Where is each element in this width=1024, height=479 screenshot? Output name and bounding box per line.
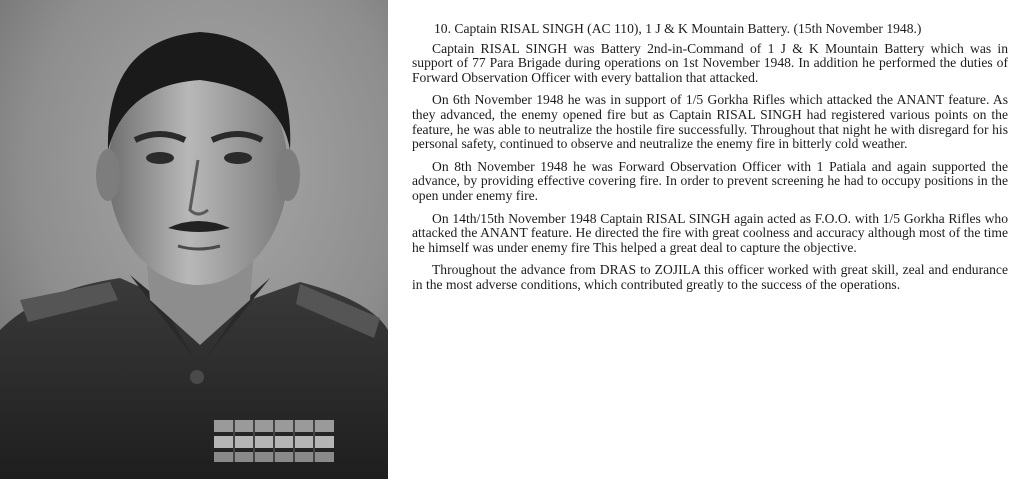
citation-heading: 10. Captain RISAL SINGH (AC 110), 1 J & K Mountain Battery. (15th November 1948.): [434, 21, 922, 36]
citation-text: [412, 22, 1008, 301]
citation-paragraph-3: On 8th November 1948 he was Forward Observation Officer with 1 Patiala and again supported the advance, by providing effective covering fire. In order to prevent screening he had to occupy positions in the open under enemy fire.: [412, 158, 1008, 203]
citation-paragraph-5: Throughout the advance from DRAS to ZOJILA this officer worked with great skill, zeal and endurance in the most adverse conditions, which contributed greatly to the success of the operations.: [412, 262, 1008, 292]
citation-paragraph-2: On 6th November 1948 he was in support of 1/5 Gorkha Rifles which attacked the ANANT feature. As they advanced, the enemy opened fire but as Captain RISAL SINGH had registered various points on the feature, he was able to neutralize the hostile fire successfully. Throughout that night he with disregard for his personal safety, continued to observe and neutralize the enemy fire in bitterly cold weather.: [412, 92, 1008, 152]
citation-paragraph-1: Captain RISAL SINGH was Battery 2nd-in-Command of 1 J & K Mountain Battery which was in support of 77 Para Brigade during operations on 1st November 1948. In addition he performed the duties of Forward Observation Officer with every battalion that attacked.: [412, 40, 1008, 85]
portrait-drawing: [0, 0, 388, 479]
officer-portrait-photo: [0, 0, 388, 479]
citation-paragraph-4: On 14th/15th November 1948 Captain RISAL SINGH again acted as F.O.O. with 1/5 Gorkha Rifles who attacked the ANANT feature. He directed the fire with great coolness and accuracy although most of the time he himself was under enemy fire This helped a great deal to capture the objective.: [412, 210, 1008, 255]
